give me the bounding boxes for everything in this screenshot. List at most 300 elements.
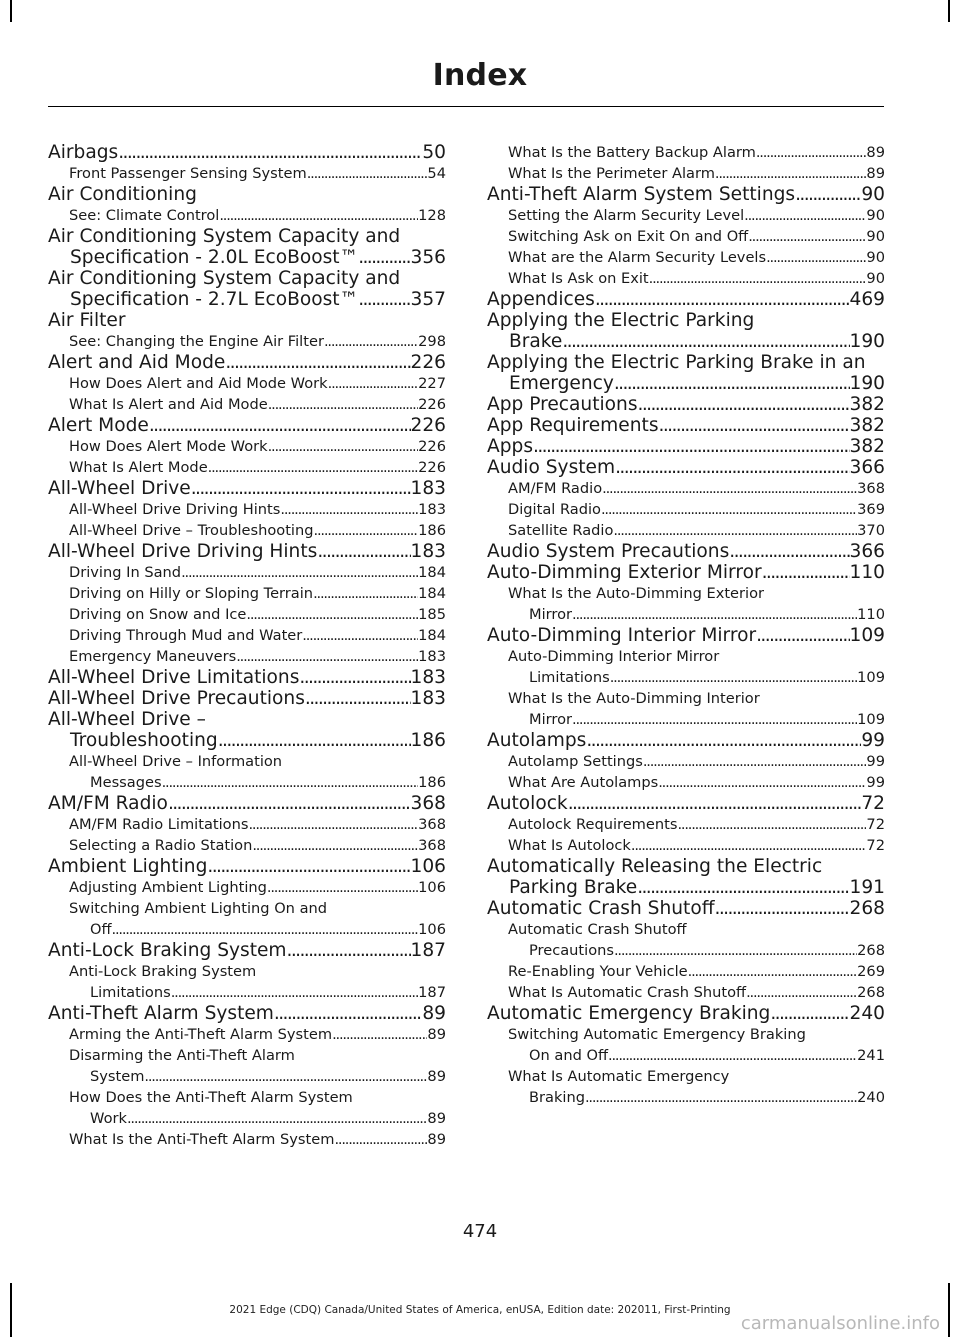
index-page: 241	[857, 1047, 885, 1064]
index-subentry-page: 186	[418, 522, 446, 539]
index-subentry-page: 183	[418, 501, 446, 518]
index-subentry-page: 90	[866, 249, 885, 266]
continuation-text: Messages	[90, 774, 162, 791]
index-page: 240	[857, 1089, 885, 1106]
dot-leader	[191, 478, 411, 499]
index-page: 190	[849, 331, 885, 352]
index-subentry-continuation	[529, 604, 885, 625]
index-heading	[487, 289, 885, 310]
index-subentry-text: Autolamp Settings	[508, 753, 643, 770]
index-heading-page: 382	[849, 415, 885, 436]
page-number: 474	[462, 1221, 498, 1242]
index-heading: Air Filter	[48, 310, 126, 331]
index-subentry-text: What Is the Auto-Dimming Interior	[508, 690, 760, 707]
index-subentry-continuation	[529, 667, 885, 688]
index-subentry	[487, 499, 885, 520]
dot-leader	[181, 562, 418, 583]
index-subentry-page: 90	[866, 207, 885, 224]
index-heading-page: 183	[410, 541, 446, 562]
index-heading	[48, 940, 446, 961]
crop-mark-top-right	[948, 0, 950, 22]
continuation-text: Specification - 2.7L EcoBoost™	[70, 289, 359, 310]
dot-leader	[643, 751, 867, 772]
crop-mark-top-left	[10, 0, 12, 22]
index-heading	[487, 793, 885, 814]
index-subentry-page: 226	[418, 396, 446, 413]
index-subentry-continuation	[529, 940, 885, 961]
index-subentry-page: 183	[418, 648, 446, 665]
index-subentry	[48, 646, 446, 667]
dot-leader	[762, 562, 850, 583]
continuation-text: Mirror	[529, 711, 572, 728]
index-heading-page: 368	[410, 793, 446, 814]
index-heading	[48, 856, 446, 877]
index-subentry-text: All-Wheel Drive – Information	[69, 753, 283, 770]
index-subentry-page: 90	[866, 270, 885, 287]
index-heading	[487, 352, 885, 394]
index-subentry	[48, 835, 446, 856]
index-subentry	[487, 268, 885, 289]
index-heading-text: Alert Mode	[48, 415, 149, 436]
index-subentry-text: Automatic Crash Shutoff	[508, 921, 687, 938]
index-subentry	[487, 814, 885, 835]
index-subentry-page: 128	[418, 207, 446, 224]
index-heading-text: All-Wheel Drive –	[48, 709, 206, 730]
index-subentry	[48, 205, 446, 226]
index-subentry-continuation	[90, 772, 446, 793]
index-heading-text: Auto-Dimming Exterior Mirror	[487, 562, 762, 583]
index-heading	[48, 226, 446, 268]
index-heading	[487, 856, 885, 898]
index-subentry-continuation	[529, 1087, 885, 1108]
index-subentry-text: What Is Automatic Emergency	[508, 1068, 730, 1085]
index-heading	[487, 562, 885, 583]
index-heading-page: 187	[410, 940, 446, 961]
index-heading	[487, 436, 885, 457]
index-heading-text: Apps	[487, 436, 534, 457]
index-heading-page: 268	[849, 898, 885, 919]
continuation-text: Brake	[509, 331, 563, 352]
index-page: 89	[427, 1068, 446, 1085]
dot-leader	[299, 667, 410, 688]
dot-leader	[614, 940, 857, 961]
dot-leader	[358, 289, 410, 310]
index-page: 186	[410, 730, 446, 751]
index-subentry-page: 298	[418, 333, 446, 350]
index-subentry-text: All-Wheel Drive – Troubleshooting	[69, 522, 314, 539]
index-subentry-text: See: Climate Control	[69, 207, 220, 224]
index-heading	[487, 898, 885, 919]
dot-leader	[746, 982, 857, 1003]
index-subentry-text: Re-Enabling Your Vehicle	[508, 963, 688, 980]
dot-leader	[274, 1003, 422, 1024]
index-heading-text: Auto-Dimming Interior Mirror	[487, 625, 757, 646]
index-subentry-text: What Is the Perimeter Alarm	[508, 165, 715, 182]
dot-leader	[595, 289, 850, 310]
index-heading-page: 366	[849, 541, 885, 562]
dot-leader	[533, 436, 849, 457]
continuation-text: System	[90, 1068, 145, 1085]
index-subentry-continuation	[90, 1108, 446, 1129]
index-subentry-page: 369	[857, 501, 885, 518]
dot-leader	[168, 793, 411, 814]
index-heading-text: Autolamps	[487, 730, 587, 751]
dot-leader	[207, 856, 410, 877]
dot-leader	[568, 793, 862, 814]
index-subentry-page: 227	[418, 375, 446, 392]
index-column-left	[48, 142, 446, 1150]
index-subentry-text: Front Passenger Sensing System	[69, 165, 307, 182]
index-subentry	[48, 331, 446, 352]
index-subentry-page: 368	[857, 480, 885, 497]
index-heading-page: 72	[861, 793, 885, 814]
index-subentry-text: Switching Automatic Emergency Braking	[508, 1026, 806, 1043]
index-column-right	[487, 142, 885, 1108]
index-subentry-page: 90	[866, 228, 885, 245]
index-subentry	[48, 751, 446, 793]
index-heading-continuation	[70, 289, 446, 310]
dot-leader	[313, 583, 418, 604]
dot-leader	[638, 394, 850, 415]
index-page: 109	[857, 669, 885, 686]
dot-leader	[631, 835, 867, 856]
dot-leader	[225, 352, 410, 373]
index-subentry	[48, 604, 446, 625]
index-subentry-page: 184	[418, 585, 446, 602]
dot-leader	[602, 478, 857, 499]
index-subentry	[48, 877, 446, 898]
index-subentry	[48, 1045, 446, 1087]
index-subentry-text: What Is the Auto-Dimming Exterior	[508, 585, 765, 602]
index-subentry	[48, 1087, 446, 1129]
index-heading-text: Ambient Lighting	[48, 856, 208, 877]
index-heading	[48, 142, 446, 163]
dot-leader	[112, 919, 419, 940]
index-page: 187	[418, 984, 446, 1001]
index-subentry-text: Arming the Anti-Theft Alarm System	[69, 1026, 333, 1043]
index-heading-text: All-Wheel Drive Driving Hints	[48, 541, 318, 562]
dot-leader	[305, 688, 411, 709]
index-subentry-text: Satellite Radio	[508, 522, 614, 539]
dot-leader	[314, 520, 419, 541]
dot-leader	[562, 331, 849, 352]
site-watermark: carmanualsonline.info	[740, 1313, 940, 1334]
index-subentry-page: 72	[866, 816, 885, 833]
continuation-text: Troubleshooting	[70, 730, 218, 751]
index-subentry	[48, 625, 446, 646]
dot-leader	[572, 709, 857, 730]
index-heading-page: 89	[422, 1003, 446, 1024]
index-subentry	[48, 457, 446, 478]
index-heading-page: 110	[849, 562, 885, 583]
index-subentry-page: 89	[866, 165, 885, 182]
index-subentry-page: 226	[418, 459, 446, 476]
index-heading-text: Automatically Releasing the Electric	[487, 856, 823, 877]
index-heading-text: Air Conditioning System Capacity and	[48, 226, 401, 247]
index-heading-page: 90	[861, 184, 885, 205]
index-subentry-text: All-Wheel Drive Driving Hints	[69, 501, 281, 518]
index-heading-continuation	[509, 877, 885, 898]
header-divider	[48, 106, 884, 107]
index-heading	[48, 415, 446, 436]
dot-leader	[613, 520, 857, 541]
index-heading	[48, 667, 446, 688]
dot-leader	[219, 205, 418, 226]
continuation-text: Limitations	[90, 984, 171, 1001]
index-page: 191	[849, 877, 885, 898]
index-heading	[48, 268, 446, 310]
continuation-text: Parking Brake	[509, 877, 638, 898]
index-subentry-continuation	[90, 982, 446, 1003]
index-subentry-page: 184	[418, 564, 446, 581]
dot-leader	[585, 1087, 857, 1108]
index-page: 190	[849, 373, 885, 394]
index-heading	[48, 709, 446, 751]
index-subentry-page: 185	[418, 606, 446, 623]
index-subentry-text: Setting the Alarm Security Level	[508, 207, 745, 224]
index-subentry	[48, 394, 446, 415]
continuation-text: Specification - 2.0L EcoBoost™	[70, 247, 359, 268]
dot-leader	[218, 730, 411, 751]
index-subentry-text: What Is Autolock	[508, 837, 631, 854]
dot-leader	[744, 205, 866, 226]
index-subentry	[48, 814, 446, 835]
index-subentry-page: 89	[427, 1131, 446, 1148]
index-heading-text: Alert and Aid Mode	[48, 352, 226, 373]
index-heading-page: 226	[410, 352, 446, 373]
dot-leader	[307, 163, 428, 184]
index-heading-page: 50	[422, 142, 446, 163]
dot-leader	[615, 457, 849, 478]
index-heading-text: AM/FM Radio	[48, 793, 168, 814]
index-subentry-page: 99	[866, 774, 885, 791]
dot-leader	[267, 877, 418, 898]
index-subentry-text: Emergency Maneuvers	[69, 648, 237, 665]
index-subentry	[487, 772, 885, 793]
index-subentry-text: How Does Alert and Aid Mode Work	[69, 375, 328, 392]
index-subentry-text: What Is Automatic Crash Shutoff	[508, 984, 747, 1001]
dot-leader	[302, 625, 418, 646]
index-heading-page: 183	[410, 688, 446, 709]
index-subentry	[487, 961, 885, 982]
index-subentry-continuation	[529, 1045, 885, 1066]
index-subentry-page: 99	[866, 753, 885, 770]
dot-leader	[756, 142, 867, 163]
index-heading	[48, 541, 446, 562]
index-heading-text: Applying the Electric Parking	[487, 310, 755, 331]
index-heading: Air Conditioning	[48, 184, 197, 205]
index-subentry-page: 184	[418, 627, 446, 644]
index-heading-page: 469	[849, 289, 885, 310]
index-subentry	[48, 499, 446, 520]
index-subentry-text: Auto-Dimming Interior Mirror	[508, 648, 720, 665]
index-subentry-page: 269	[857, 963, 885, 980]
index-subentry	[487, 1066, 885, 1108]
dot-leader	[149, 415, 411, 436]
dot-leader	[118, 142, 422, 163]
index-subentry	[487, 919, 885, 961]
index-heading	[487, 1003, 885, 1024]
index-subentry-text: Driving Through Mud and Water	[69, 627, 303, 644]
dot-leader	[601, 499, 857, 520]
index-heading-page: 382	[849, 394, 885, 415]
dot-leader	[287, 940, 411, 961]
index-subentry-page: 106	[418, 879, 446, 896]
index-subentry	[48, 1024, 446, 1045]
index-subentry	[487, 835, 885, 856]
dot-leader	[162, 772, 419, 793]
index-subentry-page: 54	[427, 165, 446, 182]
index-subentry	[48, 898, 446, 940]
index-heading-continuation	[509, 373, 885, 394]
dot-leader	[715, 898, 850, 919]
index-subentry-text: What Is the Anti-Theft Alarm System	[69, 1131, 335, 1148]
continuation-text: On and Off	[529, 1047, 609, 1064]
index-subentry-continuation	[90, 919, 446, 940]
dot-leader	[332, 1024, 427, 1045]
index-heading-text: App Requirements	[487, 415, 659, 436]
index-page: 186	[418, 774, 446, 791]
index-subentry-text: Driving on Snow and Ice	[69, 606, 247, 623]
dot-leader	[248, 814, 418, 835]
index-heading-page: 106	[410, 856, 446, 877]
index-heading-text: All-Wheel Drive Limitations	[48, 667, 300, 688]
dot-leader	[268, 436, 419, 457]
index-heading	[487, 457, 885, 478]
dot-leader	[358, 247, 410, 268]
index-heading-page: 183	[410, 667, 446, 688]
dot-leader	[334, 1129, 427, 1150]
index-heading	[48, 793, 446, 814]
index-heading	[48, 478, 446, 499]
index-heading	[48, 688, 446, 709]
continuation-text: Work	[90, 1110, 127, 1127]
continuation-text: Emergency	[509, 373, 614, 394]
index-heading-continuation	[70, 730, 446, 751]
index-page: 110	[857, 606, 885, 623]
dot-leader	[127, 1108, 427, 1129]
index-heading-text: Airbags	[48, 142, 119, 163]
index-subentry-text: Autolock Requirements	[508, 816, 678, 833]
index-subentry-page: 72	[866, 837, 885, 854]
dot-leader	[748, 226, 866, 247]
dot-leader	[610, 667, 857, 688]
index-heading-text: Autolock	[487, 793, 568, 814]
index-subentry	[48, 1129, 446, 1150]
edition-footer: 2021 Edge (CDQ) Canada/United States of America, enUSA, Edition date: 202011, First-Printing	[229, 1304, 731, 1316]
dot-leader	[795, 184, 861, 205]
dot-leader	[208, 457, 418, 478]
index-heading	[487, 541, 885, 562]
dot-leader	[614, 373, 850, 394]
index-heading	[487, 625, 885, 646]
index-page: 268	[857, 942, 885, 959]
index-subentry-text: What Is Alert and Aid Mode	[69, 396, 268, 413]
index-subentry-text: What Is Alert Mode	[69, 459, 208, 476]
index-subentry	[487, 688, 885, 730]
index-heading-text: App Precautions	[487, 394, 638, 415]
index-heading-text: Applying the Electric Parking Brake in an	[487, 352, 866, 373]
index-subentry	[487, 478, 885, 499]
dot-leader	[649, 268, 867, 289]
index-subentry-text: Driving on Hilly or Sloping Terrain	[69, 585, 314, 602]
index-subentry	[487, 520, 885, 541]
dot-leader	[637, 877, 849, 898]
index-subentry	[48, 562, 446, 583]
index-subentry-page: 268	[857, 984, 885, 1001]
index-heading	[487, 730, 885, 751]
dot-leader	[171, 982, 418, 1003]
index-subentry-text: Switching Ambient Lighting On and	[69, 900, 328, 917]
index-subentry	[48, 163, 446, 184]
index-subentry	[48, 373, 446, 394]
index-subentry-text: What are the Alarm Security Levels	[508, 249, 767, 266]
dot-leader	[268, 394, 418, 415]
index-heading-text: Air Conditioning System Capacity and	[48, 268, 401, 289]
dot-leader	[608, 1045, 857, 1066]
index-heading-text: All-Wheel Drive Precautions	[48, 688, 305, 709]
index-heading-page: 109	[849, 625, 885, 646]
index-subentry-text: Anti-Lock Braking System	[69, 963, 257, 980]
continuation-text: Mirror	[529, 606, 572, 623]
page-title: Index	[432, 58, 528, 93]
index-subentry-text: What Are Autolamps	[508, 774, 659, 791]
index-subentry-text: See: Changing the Engine Air Filter	[69, 333, 324, 350]
index-heading-page: 183	[410, 478, 446, 499]
index-heading	[48, 352, 446, 373]
index-subentry	[487, 751, 885, 772]
index-heading-page: 99	[861, 730, 885, 751]
dot-leader	[766, 247, 866, 268]
index-heading-text: Automatic Crash Shutoff	[487, 898, 715, 919]
index-subentry-text: Digital Radio	[508, 501, 601, 518]
index-page: 106	[418, 921, 446, 938]
index-subentry-text: What Is the Battery Backup Alarm	[508, 144, 756, 161]
index-heading-page: 240	[849, 1003, 885, 1024]
index-subentry	[487, 1024, 885, 1066]
index-subentry-text: Selecting a Radio Station	[69, 837, 253, 854]
continuation-text: Braking	[529, 1089, 585, 1106]
index-heading-text: Automatic Emergency Braking	[487, 1003, 771, 1024]
index-subentry-page: 370	[857, 522, 885, 539]
index-heading-text: Audio System Precautions	[487, 541, 730, 562]
continuation-text: Limitations	[529, 669, 610, 686]
index-subentry	[487, 226, 885, 247]
index-subentry-continuation	[529, 709, 885, 730]
index-heading-text: Audio System	[487, 457, 616, 478]
dot-leader	[236, 646, 418, 667]
index-subentry	[487, 142, 885, 163]
index-heading-page: 382	[849, 436, 885, 457]
dot-leader	[324, 331, 418, 352]
index-subentry	[487, 163, 885, 184]
dot-leader	[144, 1066, 427, 1087]
index-subentry	[48, 583, 446, 604]
index-subentry-page: 89	[866, 144, 885, 161]
index-subentry-text: How Does the Anti-Theft Alarm System	[69, 1089, 353, 1106]
dot-leader	[586, 730, 861, 751]
index-heading	[487, 415, 885, 436]
dot-leader	[658, 772, 866, 793]
index-subentry-page: 226	[418, 438, 446, 455]
index-page: 357	[410, 289, 446, 310]
index-subentry-text: Disarming the Anti-Theft Alarm	[69, 1047, 295, 1064]
index-subentry-page: 89	[427, 1026, 446, 1043]
index-heading-continuation	[509, 331, 885, 352]
index-subentry	[48, 961, 446, 1003]
index-subentry-text: How Does Alert Mode Work	[69, 438, 268, 455]
index-subentry	[487, 982, 885, 1003]
